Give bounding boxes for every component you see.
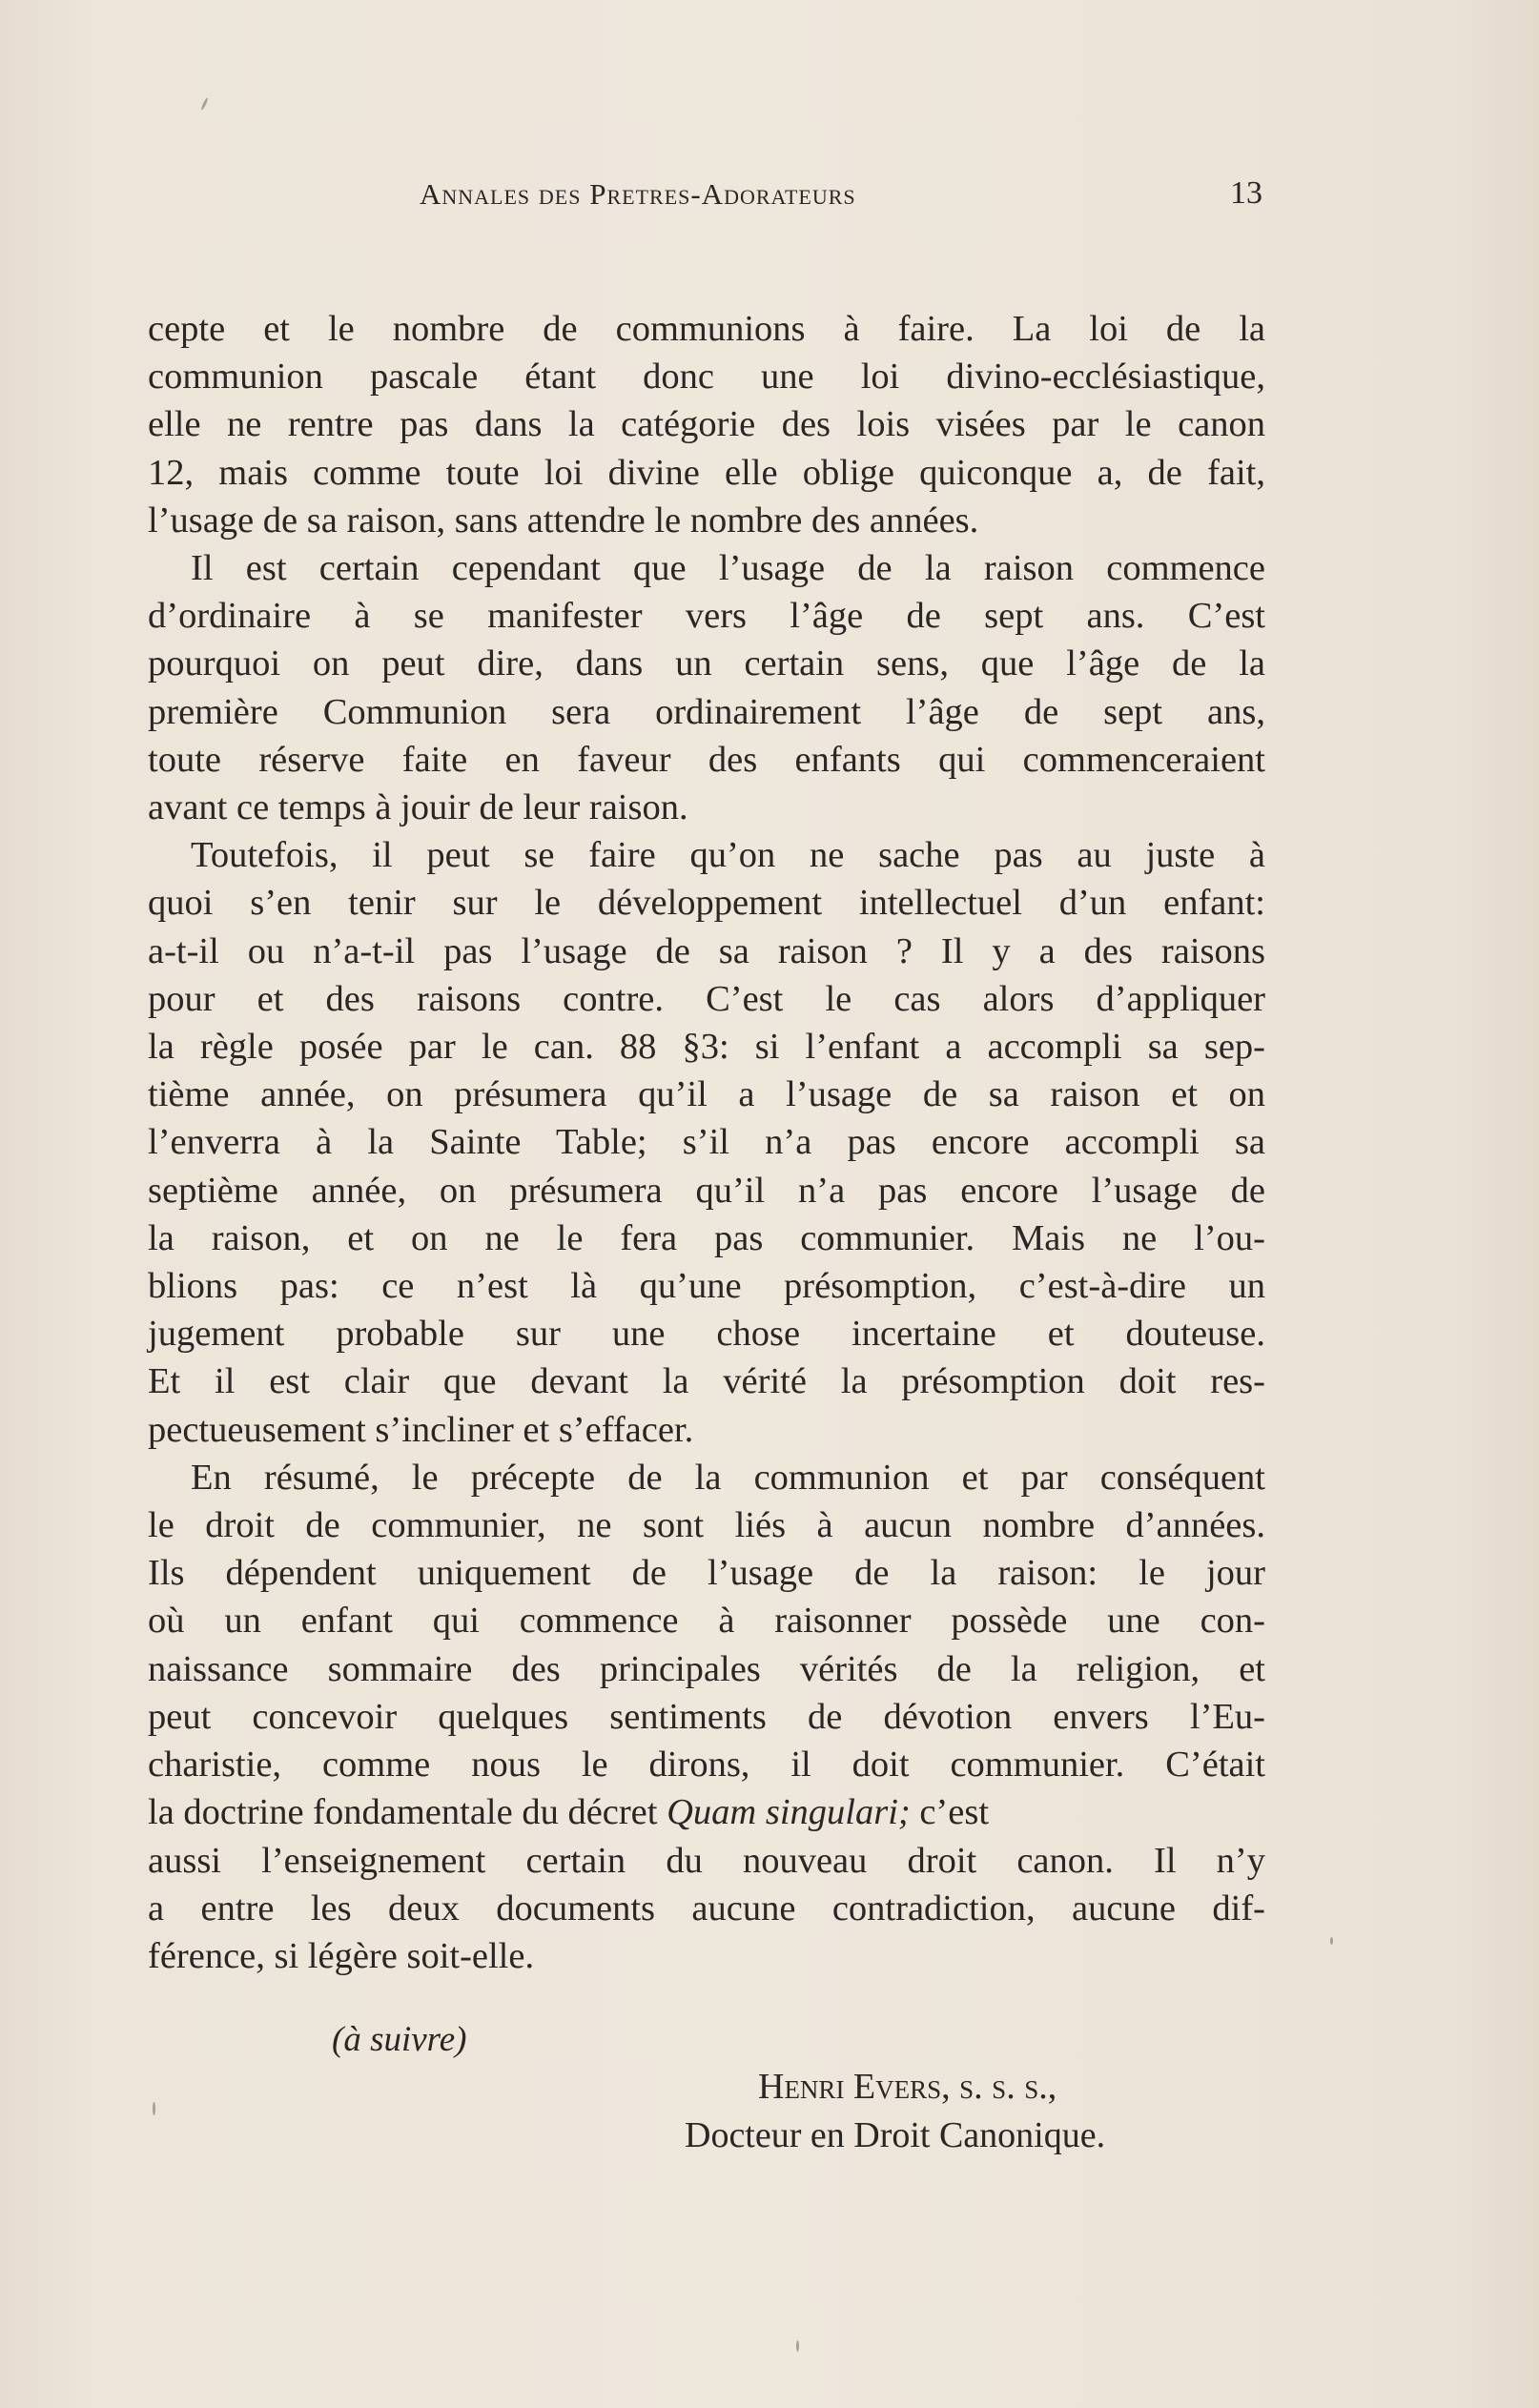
text-line: Ils dépendent uniquement de l’usage de la raison: le jour bbox=[148, 1553, 1265, 1594]
text-line: aussi l’enseignement certain du nouveau droit canon. Il n’y bbox=[148, 1840, 1265, 1881]
text-line: pour et des raisons contre. C’est le cas alors d’appliquer bbox=[148, 978, 1265, 1019]
text-line-with-italic bbox=[148, 1788, 1265, 1836]
text-line: Toutefois, il peut se faire qu’on ne sache pas au juste à bbox=[191, 835, 1265, 876]
text-line: peut concevoir quelques sentiments de dévotion envers l’Eu- bbox=[148, 1696, 1265, 1737]
paper-speck bbox=[1330, 1937, 1333, 1945]
text-line: En résumé, le précepte de la communion et par conséquent bbox=[191, 1457, 1265, 1498]
author-name: Henri Evers, s. s. s., bbox=[758, 2067, 1057, 2107]
text-line: a entre les deux documents aucune contradiction, aucune dif- bbox=[148, 1888, 1265, 1928]
text-line: première Communion sera ordinairement l’âge de sept ans, bbox=[148, 691, 1265, 732]
text-line: naissance sommaire des principales vérités de la religion, et bbox=[148, 1648, 1265, 1689]
text-line: quoi s’en tenir sur le développement intellectuel d’un enfant: bbox=[148, 883, 1265, 924]
text-line: charistie, comme nous le dirons, il doit communier. C’était bbox=[148, 1745, 1265, 1786]
text-line: 12, mais comme toute loi divine elle oblige quiconque a, de fait, bbox=[148, 452, 1265, 493]
text-line: la raison, et on ne le fera pas communier. Mais ne l’ou- bbox=[148, 1217, 1265, 1258]
text-line: où un enfant qui commence à raisonner possède une con- bbox=[148, 1601, 1265, 1642]
paper-speck bbox=[200, 97, 209, 111]
text-line: jugement probable sur une chose incertaine et douteuse. bbox=[148, 1314, 1265, 1355]
text-line: avant ce temps à jouir de leur raison. bbox=[148, 787, 688, 828]
text-line: septième année, on présumera qu’il n’a pas encore l’usage de bbox=[148, 1170, 1265, 1211]
author-title: Docteur en Droit Canonique. bbox=[685, 2115, 1106, 2155]
italic-decree-title: Quam singulari; bbox=[667, 1792, 911, 1833]
text-line: férence, si légère soit-elle. bbox=[148, 1935, 535, 1976]
text-line: blions pas: ce n’est là qu’une présomption, c’est-à-dire un bbox=[148, 1266, 1265, 1307]
paper-speck bbox=[796, 2340, 799, 2352]
continuation-note: (à suivre) bbox=[332, 2020, 467, 2059]
text-line: le droit de communier, ne sont liés à aucun nombre d’années. bbox=[148, 1505, 1265, 1546]
text-line: Il est certain cependant que l’usage de la raison commence bbox=[191, 548, 1265, 589]
text-line: tième année, on présumera qu’il a l’usage de sa raison et on bbox=[148, 1074, 1265, 1115]
running-head: Annales des Pretres-Adorateurs bbox=[420, 177, 856, 211]
text-line: pectueusement s’incliner et s’effacer. bbox=[148, 1409, 694, 1450]
text-line: l’enverra à la Sainte Table; s’il n’a pas encore accompli sa bbox=[148, 1122, 1265, 1163]
text-line: pourquoi on peut dire, dans un certain sens, que l’âge de la bbox=[148, 643, 1265, 684]
page-number: 13 bbox=[1230, 175, 1262, 211]
text-line: la règle posée par le can. 88 §3: si l’enfant a accompli sa sep- bbox=[148, 1027, 1265, 1068]
text-line: cepte et le nombre de communions à faire. La loi de la bbox=[148, 309, 1265, 349]
text-line: communion pascale étant donc une loi divino-ecclésiastique, bbox=[148, 357, 1265, 398]
text-line: toute réserve faite en faveur des enfants qui commenceraient bbox=[148, 739, 1265, 780]
paper-speck bbox=[153, 2102, 155, 2115]
text-line: Et il est clair que devant la vérité la présomption doit res- bbox=[148, 1361, 1265, 1402]
text-line: elle ne rentre pas dans la catégorie des lois visées par le canon bbox=[148, 404, 1265, 445]
text-line: l’usage de sa raison, sans attendre le nombre des années. bbox=[148, 500, 979, 541]
text-line: d’ordinaire à se manifester vers l’âge de sept ans. C’est bbox=[148, 596, 1265, 637]
text-run: c’est bbox=[910, 1792, 990, 1833]
body-text bbox=[148, 305, 1265, 1980]
text-line: a-t-il ou n’a-t-il pas l’usage de sa raison ? Il y a des raisons bbox=[148, 930, 1265, 971]
text-run: la doctrine fondamentale du décret bbox=[148, 1792, 667, 1833]
